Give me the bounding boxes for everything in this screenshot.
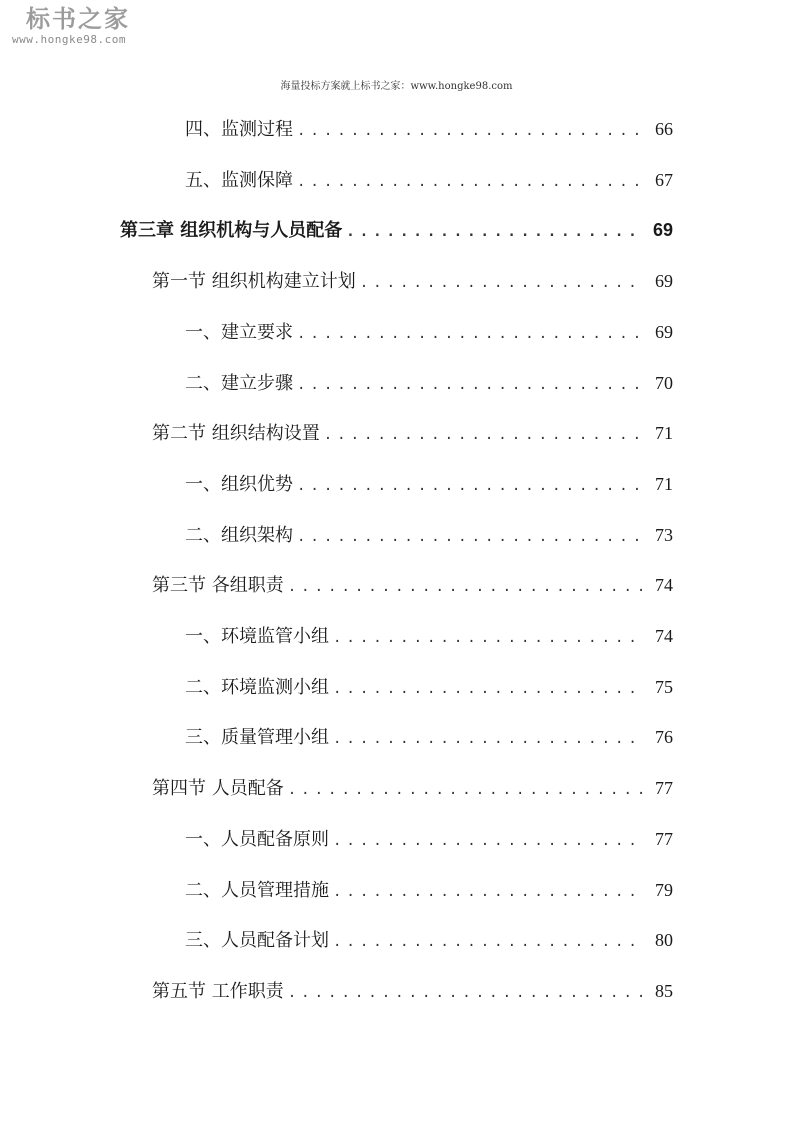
toc-entry-page: 69	[652, 220, 673, 241]
toc-entry-label: 四、监测过程	[185, 119, 293, 140]
toc-dot-leader	[333, 724, 643, 754]
toc-entry-label: 第三章 组织机构与人员配备	[120, 220, 343, 242]
toc-entry-label: 第一节 组织机构建立计划	[152, 271, 356, 293]
toc-entry-page: 79	[655, 879, 673, 900]
toc-entry[interactable]	[185, 368, 673, 398]
toc-entry-label: 第四节 人员配备	[152, 778, 284, 800]
toc-entry[interactable]	[185, 520, 673, 550]
toc-dot-leader	[324, 420, 643, 450]
toc-dot-leader	[333, 826, 643, 856]
toc-entry[interactable]	[185, 114, 673, 144]
toc-dot-leader	[346, 217, 643, 247]
toc-dot-leader	[297, 116, 643, 146]
toc-dot-leader	[288, 978, 643, 1008]
header-note: 海量投标方案就上标书之家：www.hongke98.com	[280, 81, 513, 92]
toc-dot-leader	[288, 572, 643, 602]
toc-entry-page: 69	[655, 271, 673, 292]
toc-entry-page: 71	[655, 473, 673, 494]
toc-entry[interactable]	[185, 469, 673, 499]
toc-entry-page: 74	[655, 626, 673, 646]
toc-dot-leader	[297, 471, 643, 501]
toc-entry-label: 二、环境监测小组	[185, 676, 329, 698]
toc-entry[interactable]	[185, 722, 673, 752]
toc-dot-leader	[333, 623, 643, 653]
toc-entry[interactable]	[185, 317, 673, 347]
toc-entry-label: 一、建立要求	[185, 321, 293, 343]
toc-entry-page: 85	[655, 980, 673, 1001]
toc-dot-leader	[360, 268, 643, 298]
toc-dot-leader	[297, 319, 643, 349]
toc-entry[interactable]	[185, 925, 673, 955]
toc-entry-label: 三、人员配备计划	[185, 930, 329, 952]
toc-dot-leader	[297, 167, 643, 197]
logo-title: 标书之家	[26, 5, 130, 33]
toc-dot-leader	[297, 522, 643, 552]
toc-dot-leader	[333, 927, 643, 957]
toc-entry-label: 一、组织优势	[185, 473, 293, 495]
toc-entry-label: 一、环境监管小组	[185, 626, 329, 647]
toc-entry[interactable]	[120, 215, 673, 245]
toc-entry[interactable]	[185, 621, 673, 651]
toc-entry[interactable]	[185, 824, 673, 854]
toc-entry-page: 75	[655, 676, 673, 697]
toc-entry-page: 69	[655, 321, 673, 342]
toc-entry-page: 70	[655, 372, 673, 393]
site-logo	[12, 4, 162, 46]
toc-entry[interactable]	[152, 266, 673, 296]
toc-entry-label: 三、质量管理小组	[185, 727, 329, 749]
toc-entry-label: 二、组织架构	[185, 524, 293, 546]
toc-entry-page: 66	[655, 119, 673, 139]
toc-entry-label: 第五节 工作职责	[152, 980, 284, 1002]
toc-entry-label: 二、人员管理措施	[185, 879, 329, 901]
toc-entry-label: 第三节 各组职责	[152, 575, 284, 597]
toc-entry-page: 80	[655, 930, 673, 951]
toc-dot-leader	[333, 877, 643, 907]
toc-entry[interactable]	[152, 418, 673, 448]
toc-entry[interactable]	[185, 165, 673, 195]
toc-entry-page: 77	[655, 828, 673, 849]
toc-entry-page: 77	[655, 778, 673, 799]
toc-entry[interactable]	[185, 672, 673, 702]
toc-entry[interactable]	[152, 570, 673, 600]
toc-entry-page: 74	[655, 575, 673, 596]
toc-dot-leader	[333, 674, 643, 704]
toc-entry-page: 67	[655, 169, 673, 190]
toc-dot-leader	[297, 370, 643, 400]
toc-entry-label: 五、监测保障	[185, 169, 293, 191]
logo-url: www.hongke98.com	[12, 33, 126, 46]
toc-dot-leader	[288, 775, 643, 805]
toc-entry-page: 73	[655, 524, 673, 545]
toc-entry-page: 76	[655, 727, 673, 748]
toc-entry-page: 71	[655, 423, 673, 444]
toc-entry-label: 二、建立步骤	[185, 372, 293, 394]
toc-entry[interactable]	[185, 875, 673, 905]
toc-entry[interactable]	[152, 976, 673, 1006]
toc-entry-label: 一、人员配备原则	[185, 828, 329, 850]
toc-entry-label: 第二节 组织结构设置	[152, 423, 320, 445]
toc-entry[interactable]	[152, 773, 673, 803]
